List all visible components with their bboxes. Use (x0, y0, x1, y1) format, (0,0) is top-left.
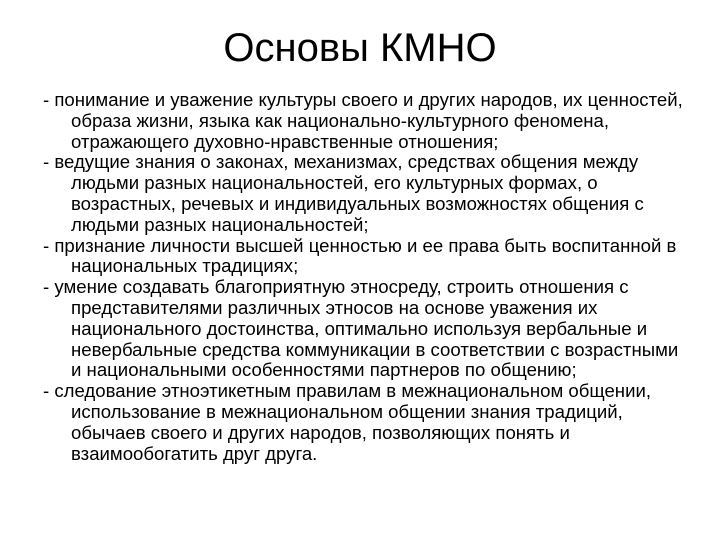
list-item: - признание личности высшей ценностью и ее права быть воспитанной в национальных традициях; (43, 234, 677, 277)
bullet-list (43, 90, 683, 464)
slide-title: Основы КМНО (223, 26, 497, 70)
list-item: - понимание и уважение культуры своего и других народов, их ценностей, образа жизни, языка как национально-культурного феномена, отражающего духовно-нравственные отношения; (43, 89, 683, 152)
list-item: - умение создавать благоприятную этносреду, строить отношения с представителями различных этносов на основе уважения их национального достоинства, оптимально используя вербальные и невербальные средства коммуникации в соответствии с возрастными и национальными особенностями партнеров по общению; (43, 276, 679, 381)
list-item: - следование этноэтикетным правилам в межнациональном общении, использование в межнациональном общении знания традиций, обычаев своего и других народов, позволяющих понять и взаимообогатить друг друга. (43, 380, 652, 464)
list-item: - ведущие знания о законах, механизмах, средствах общения между людьми разных национальностей, его культурных формах, о возрастных, речевых и индивидуальных возможностях общения с людьми разных национальностей; (43, 151, 644, 235)
